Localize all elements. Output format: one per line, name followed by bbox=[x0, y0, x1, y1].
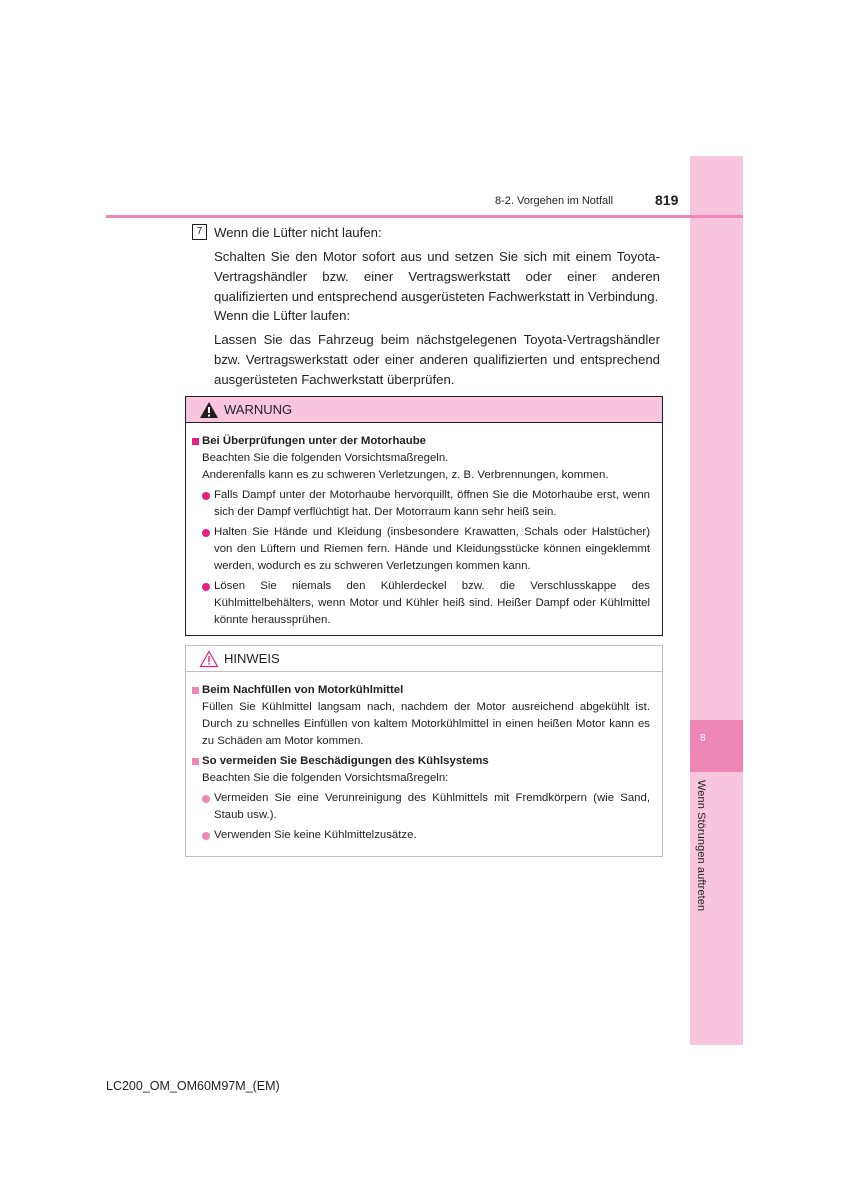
warning-triangle-icon bbox=[199, 401, 219, 419]
warning-title: WARNUNG bbox=[224, 402, 293, 417]
bullet-dot-icon bbox=[202, 529, 210, 537]
header-rule bbox=[106, 215, 743, 218]
warning-bullet: Lösen Sie niemals den Kühlerdeckel bzw. die Verschlusskappe des Kühlmittelbehälters, wenn Motor und Kühler heiß sind. Heißer Dampf oder Kühlmittel könnte heraussprühen. bbox=[191, 578, 650, 629]
step-text-2: Lassen Sie das Fahrzeug beim nächstgelegenen Toyota-Vertragshändler bzw. Vertragswerkstatt oder einer anderen qualifizierten und entsprechend ausgerüsteten Fachwerkstatt überprüfen. bbox=[214, 332, 660, 387]
square-bullet-icon bbox=[192, 438, 199, 445]
square-bullet-icon bbox=[192, 687, 199, 694]
bullet-dot-icon bbox=[202, 795, 210, 803]
notice-heading-1: Beim Nachfüllen von Motorkühlmittel bbox=[191, 682, 650, 699]
step-number-box: 7 bbox=[192, 224, 207, 240]
bullet-dot-icon bbox=[202, 492, 210, 500]
step-subtitle: Wenn die Lüfter laufen: bbox=[214, 308, 351, 323]
section-header: 8-2. Vorgehen im Notfall bbox=[495, 195, 614, 207]
chapter-number: 8 bbox=[700, 733, 706, 744]
square-bullet-icon bbox=[192, 758, 199, 765]
page-number: 819 bbox=[655, 192, 679, 208]
notice-body bbox=[186, 672, 662, 856]
step-title: Wenn die Lüfter nicht laufen: bbox=[214, 225, 382, 240]
notice-bullet: Vermeiden Sie eine Verunreinigung des Kühlmittels mit Fremdkörpern (wie Sand, Staub usw.). bbox=[191, 790, 650, 824]
notice-bullet: Verwenden Sie keine Kühlmittelzusätze. bbox=[191, 827, 650, 844]
notice-title: HINWEIS bbox=[224, 651, 280, 666]
bullet-dot-icon bbox=[202, 832, 210, 840]
warning-header bbox=[186, 397, 662, 423]
document-code: LC200_OM_OM60M97M_(EM) bbox=[106, 1079, 280, 1093]
notice-header bbox=[186, 646, 662, 672]
notice-box bbox=[185, 645, 663, 857]
notice-intro-2: Beachten Sie die folgenden Vorsichtsmaßregeln: bbox=[202, 772, 449, 784]
warning-intro-1: Beachten Sie die folgenden Vorsichtsmaßregeln. bbox=[202, 452, 449, 464]
warning-bullet: Halten Sie Hände und Kleidung (insbesondere Krawatten, Schals oder Halstücher) von den Lüftern und Riemen fern. Hände und Kleidungsstücke können eingeklemmt werden, wodurch es zu schweren Verletzungen kommen kann. bbox=[191, 524, 650, 575]
caution-triangle-icon bbox=[199, 650, 219, 668]
chapter-number-tab bbox=[690, 720, 743, 772]
warning-body bbox=[186, 423, 662, 641]
warning-box bbox=[185, 396, 663, 636]
bullet-dot-icon bbox=[202, 583, 210, 591]
warning-intro-2: Anderenfalls kann es zu schweren Verletzungen, z. B. Verbrennungen, kommen. bbox=[202, 469, 609, 481]
step-text-1: Schalten Sie den Motor sofort aus und setzen Sie sich mit einem Toyota-Vertragshändler bzw. einer Vertragswerkstatt oder einer anderen qualifizierten und entsprechend ausgerüsteten Fachwerkstatt in Verbindung. bbox=[214, 249, 660, 304]
warning-bullet: Falls Dampf unter der Motorhaube hervorquillt, öffnen Sie die Motorhaube erst, wenn sich der Dampf verflüchtigt hat. Der Motorraum kann sehr heiß sein. bbox=[191, 487, 650, 521]
warning-heading: Bei Überprüfungen unter der Motorhaube bbox=[191, 433, 650, 450]
notice-text-1: Füllen Sie Kühlmittel langsam nach, nachdem der Motor ausreichend abgekühlt ist. Durch zu schnelles Einfüllen von kaltem Motorkühlmittel in einen heißen Motor kann es zu Schäden am Motor kommen. bbox=[202, 701, 650, 747]
notice-heading-2: So vermeiden Sie Beschädigungen des Kühlsystems bbox=[191, 753, 650, 770]
chapter-label: Wenn Störungen auftreten bbox=[695, 780, 707, 912]
